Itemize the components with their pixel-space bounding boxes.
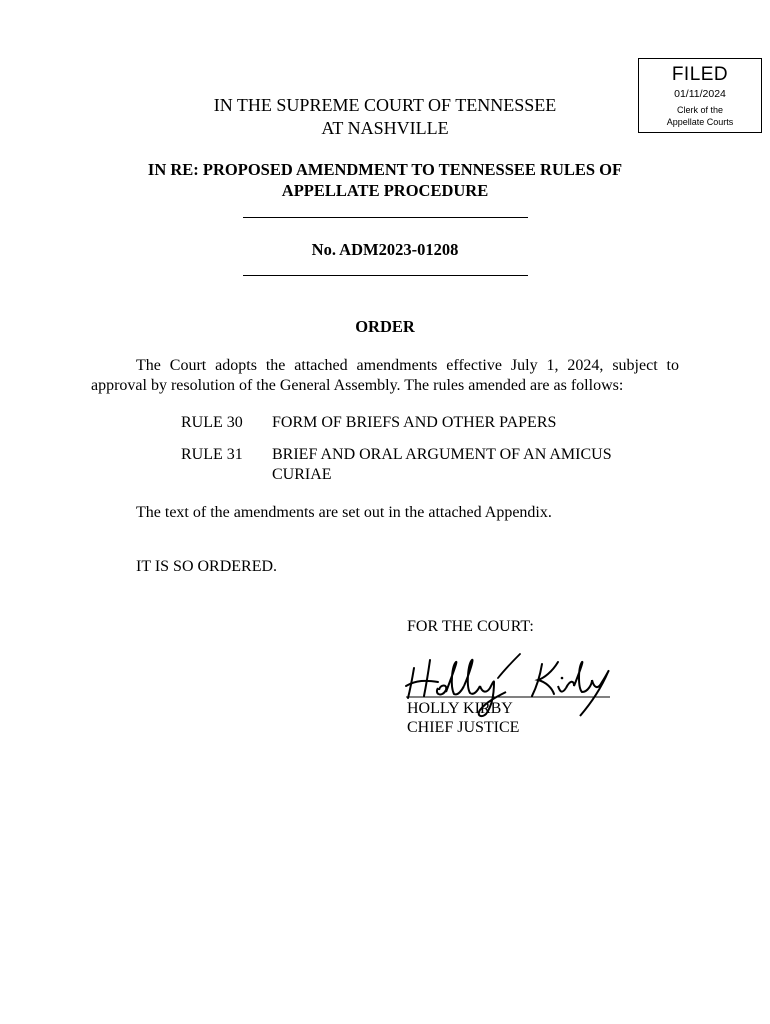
caption-line-1: IN RE: PROPOSED AMENDMENT TO TENNESSEE RULES OF [147,160,623,179]
filed-stamp-clerk-line2: Appellate Courts [666,117,734,127]
rule-number: RULE 31 [181,446,243,463]
caption-divider-bottom [243,275,528,276]
order-paragraph: The Court adopts the attached amendments effective July 1, 2024, subject to approval by resolution of the General Assembly. The rules amended are as follows: [91,357,679,394]
rule-title: BRIEF AND ORAL ARGUMENT OF AN AMICUS CURIAE [272,446,612,483]
filed-stamp-date: 01/11/2024 [674,88,726,100]
appendix-note: The text of the amendments are set out in the attached Appendix. [136,504,552,521]
caption-line-2: APPELLATE PROCEDURE [281,181,489,200]
docket-number: No. ADM2023-01208 [311,240,459,259]
for-the-court: FOR THE COURT: [407,618,534,635]
caption-divider-top [243,217,528,218]
signer-name: HOLLY KIRBY [407,700,513,717]
filed-stamp-title: FILED [671,64,729,85]
so-ordered: IT IS SO ORDERED. [136,558,278,575]
signer-title: CHIEF JUSTICE [407,719,520,736]
court-name: IN THE SUPREME COURT OF TENNESSEE [213,95,557,115]
filed-stamp-clerk-line1: Clerk of the [676,105,724,115]
court-location: AT NASHVILLE [321,118,449,138]
rule-title: FORM OF BRIEFS AND OTHER PAPERS [272,414,557,431]
order-heading: ORDER [355,317,415,336]
rule-number: RULE 30 [181,414,243,431]
